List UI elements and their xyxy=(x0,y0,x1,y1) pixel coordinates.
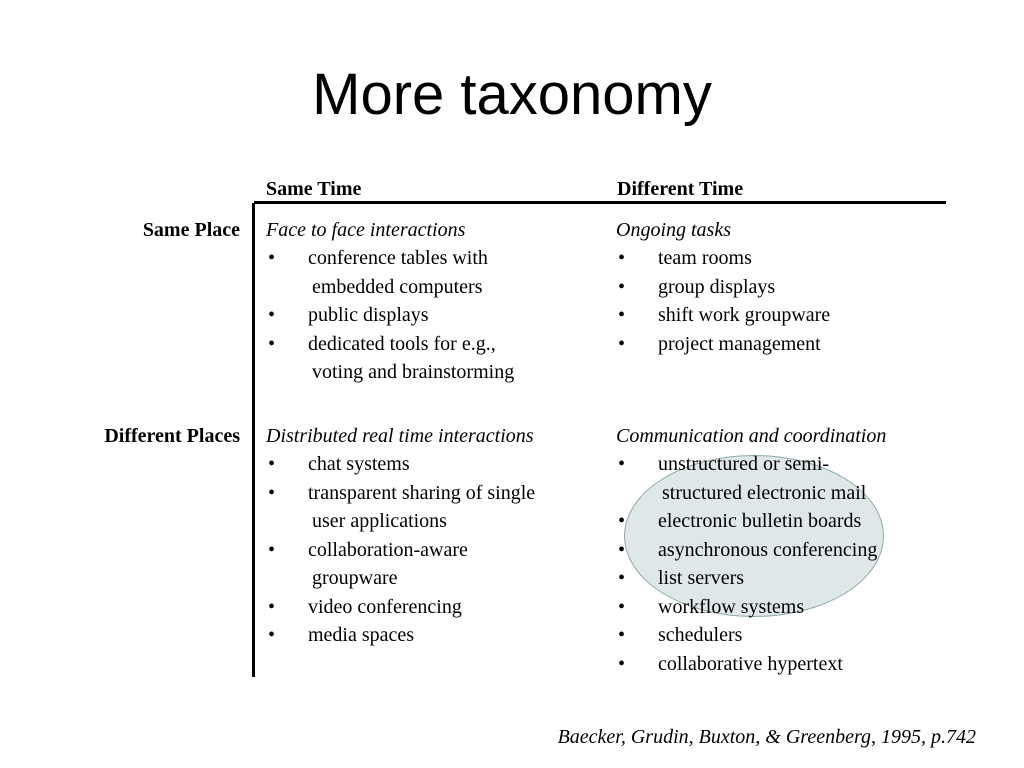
list-item xyxy=(616,536,886,565)
bullet-icon: • xyxy=(268,247,276,269)
slide-title: More taxonomy xyxy=(312,62,712,127)
list-item-text: workflow systems xyxy=(658,595,805,618)
list-item xyxy=(266,593,535,622)
list-item xyxy=(616,273,830,302)
bullet-icon: • xyxy=(268,453,276,475)
bullet-icon: • xyxy=(268,481,276,504)
cell-different-places-different-time xyxy=(616,422,886,678)
list-item-text: dedicated tools for e.g., xyxy=(308,332,496,355)
list-item-text: embedded computers xyxy=(312,275,483,298)
list-item-text: media spaces xyxy=(308,624,415,646)
list-item-text: voting and brainstorming xyxy=(312,361,515,383)
list-item-text: public displays xyxy=(308,304,429,326)
column-header-same-time: Same Time xyxy=(266,178,362,200)
list-item-text: conference tables with xyxy=(308,247,488,269)
list-item xyxy=(616,301,830,330)
list-item xyxy=(266,330,514,387)
header-divider xyxy=(254,201,946,204)
list-item xyxy=(266,621,535,650)
bullet-list xyxy=(616,244,830,358)
cell-different-places-same-time xyxy=(266,422,535,650)
list-item xyxy=(266,479,535,536)
bullet-icon: • xyxy=(618,595,626,618)
list-item-text: user applications xyxy=(312,510,447,532)
list-item-text: group displays xyxy=(658,275,776,298)
list-item xyxy=(616,621,886,650)
bullet-icon: • xyxy=(618,510,626,532)
bullet-icon: • xyxy=(618,247,626,269)
list-item-text: schedulers xyxy=(658,624,743,646)
row-header-different-places: Different Places xyxy=(104,425,240,447)
bullet-icon: • xyxy=(268,304,276,326)
list-item-text: collaborative hypertext xyxy=(658,652,843,675)
list-item-text: chat systems xyxy=(308,453,410,475)
citation: Baecker, Grudin, Buxton, & Greenberg, 1995, p.742 xyxy=(557,726,976,748)
cell-heading: Ongoing tasks xyxy=(616,219,731,241)
cell-heading: Face to face interactions xyxy=(266,219,466,241)
list-item-text: transparent sharing of single xyxy=(308,481,536,504)
list-item-text: asynchronous conferencing xyxy=(658,538,878,561)
list-item-text: video conferencing xyxy=(308,595,462,618)
row-header-same-place: Same Place xyxy=(142,219,240,241)
bullet-list xyxy=(616,450,886,678)
cell-same-place-different-time xyxy=(616,216,830,358)
list-item xyxy=(266,450,535,479)
list-item-text: electronic bulletin boards xyxy=(658,510,862,532)
cell-heading: Communication and coordination xyxy=(616,425,887,447)
list-item xyxy=(616,450,886,507)
list-item-text: collaboration-aware xyxy=(308,538,468,561)
list-item-text: team rooms xyxy=(658,247,752,269)
list-item xyxy=(266,301,514,330)
list-item-text: shift work groupware xyxy=(658,304,831,326)
list-item xyxy=(266,244,514,301)
bullet-icon: • xyxy=(618,304,626,326)
row-divider xyxy=(252,203,255,677)
cell-heading: Distributed real time interactions xyxy=(266,425,534,447)
bullet-icon: • xyxy=(268,332,276,355)
bullet-icon: • xyxy=(618,624,626,646)
bullet-icon: • xyxy=(268,538,276,561)
bullet-icon: • xyxy=(618,332,626,355)
list-item xyxy=(616,650,886,679)
bullet-list xyxy=(266,244,514,387)
bullet-icon: • xyxy=(268,595,276,618)
list-item xyxy=(616,244,830,273)
bullet-icon: • xyxy=(618,538,626,561)
bullet-icon: • xyxy=(618,567,626,589)
list-item xyxy=(616,564,886,593)
bullet-icon: • xyxy=(618,652,626,675)
list-item-text: list servers xyxy=(658,567,745,589)
list-item xyxy=(616,507,886,536)
list-item xyxy=(266,536,535,593)
list-item-text: groupware xyxy=(312,567,398,589)
bullet-icon: • xyxy=(618,275,626,298)
column-header-different-time: Different Time xyxy=(617,178,744,200)
bullet-list xyxy=(266,450,535,650)
list-item-text: structured electronic mail xyxy=(662,481,867,504)
list-item xyxy=(616,593,886,622)
cell-same-place-same-time xyxy=(266,216,514,387)
bullet-icon: • xyxy=(618,453,626,475)
list-item-text: project management xyxy=(658,332,821,355)
list-item-text: unstructured or semi- xyxy=(658,453,830,475)
list-item xyxy=(616,330,830,359)
bullet-icon: • xyxy=(268,624,276,646)
